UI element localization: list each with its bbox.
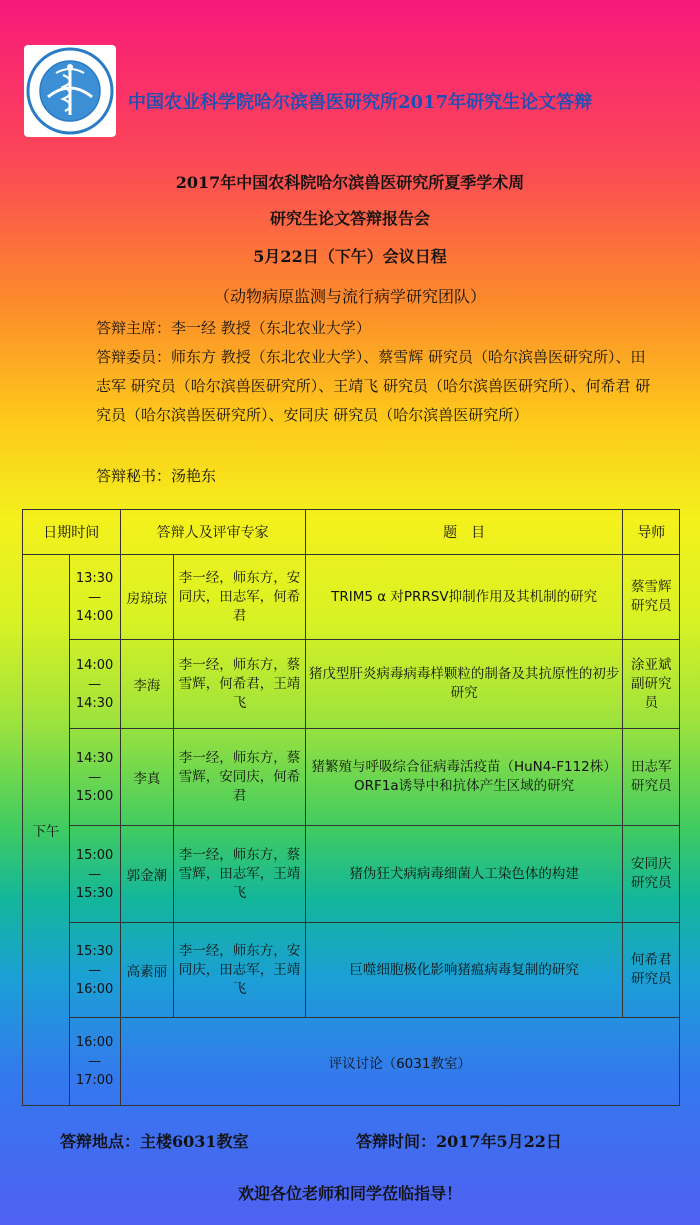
time-cell: 14:00 — 14:30	[69, 640, 120, 729]
advisor-cell: 安同庆研究员	[623, 826, 680, 923]
discussion-cell: 评议讨论（6031教室）	[120, 1018, 679, 1106]
table-row	[23, 826, 680, 923]
date-cell: 下午	[23, 555, 70, 1106]
advisor-cell: 蔡雪辉研究员	[623, 555, 680, 640]
header-advisor: 导师	[623, 510, 680, 555]
time-cell: 15:00 — 15:30	[69, 826, 120, 923]
table-row	[23, 1018, 680, 1106]
student-cell: 李真	[120, 729, 174, 826]
time-cell: 16:00 — 17:00	[69, 1018, 120, 1106]
advisor-cell: 何希君研究员	[623, 923, 680, 1018]
title-line-1: 2017年中国农科院哈尔滨兽医研究所夏季学术周	[175, 173, 525, 192]
student-cell: 李海	[120, 640, 174, 729]
advisor-cell: 田志军研究员	[623, 729, 680, 826]
header-topic: 题 目	[305, 510, 623, 555]
team-name: （动物病原监测与流行病学研究团队）	[213, 287, 486, 306]
table-row	[23, 729, 680, 826]
institute-logo	[24, 45, 116, 137]
time-cell: 13:30 — 14:00	[69, 555, 120, 640]
topic-cell: 猪戊型肝炎病毒病毒样颗粒的制备及其抗原性的初步研究	[305, 640, 623, 729]
committee-members: 答辩委员：师东方 教授（东北农业大学）、蔡雪辉 研究员（哈尔滨兽医研究所）、田志军 研究员（哈尔滨兽医研究所）、王靖飞 研究员（哈尔滨兽医研究所）、何希君 研究员（哈尔滨兽医研究所）、安同庆 研究员（哈尔滨兽医研究所）	[96, 348, 651, 424]
header-datetime: 日期时间	[23, 510, 121, 555]
experts-cell: 李一经，师东方，蔡雪辉，田志军，王靖飞	[174, 826, 306, 923]
header-defenders: 答辩人及评审专家	[120, 510, 305, 555]
experts-cell: 李一经，师东方，安同庆，田志军，王靖飞	[174, 923, 306, 1018]
committee-secretary: 答辩秘书：汤艳东	[96, 467, 217, 485]
title-line-3: 5月22日（下午）会议日程	[253, 247, 447, 266]
student-cell: 房琼琼	[120, 555, 174, 640]
time-cell: 14:30 — 15:00	[69, 729, 120, 826]
header-title: 中国农业科学院哈尔滨兽医研究所2017年研究生论文答辩	[128, 92, 593, 113]
topic-cell: TRIM5 α 对PRRSV抑制作用及其机制的研究	[305, 555, 623, 640]
defense-location: 答辩地点：主楼6031教室	[60, 1132, 249, 1151]
defense-time: 答辩时间：2017年5月22日	[356, 1132, 562, 1151]
table-row	[23, 555, 680, 640]
experts-cell: 李一经，师东方，蔡雪辉，何希君，王靖飞	[174, 640, 306, 729]
experts-cell: 李一经，师东方，蔡雪辉，安同庆，何希君	[174, 729, 306, 826]
table-row	[23, 923, 680, 1018]
caduceus-emblem-icon	[24, 45, 116, 137]
student-cell: 高素丽	[120, 923, 174, 1018]
table-row	[23, 640, 680, 729]
schedule-table	[22, 509, 680, 1106]
committee-chair: 答辩主席：李一经 教授（东北农业大学）	[96, 319, 371, 337]
topic-cell: 猪伪狂犬病病毒细菌人工染色体的构建	[305, 826, 623, 923]
advisor-cell: 涂亚斌副研究员	[623, 640, 680, 729]
topic-cell: 巨噬细胞极化影响猪瘟病毒复制的研究	[305, 923, 623, 1018]
topic-cell: 猪繁殖与呼吸综合征病毒活疫苗（HuN4-F112株）ORF1a诱导中和抗体产生区域的研究	[305, 729, 623, 826]
student-cell: 郭金潮	[120, 826, 174, 923]
welcome-message: 欢迎各位老师和同学莅临指导！	[237, 1184, 462, 1203]
time-cell: 15:30 — 16:00	[69, 923, 120, 1018]
title-line-2: 研究生论文答辩报告会	[269, 209, 430, 228]
experts-cell: 李一经，师东方，安同庆，田志军，何希君	[174, 555, 306, 640]
table-header-row	[23, 510, 680, 555]
